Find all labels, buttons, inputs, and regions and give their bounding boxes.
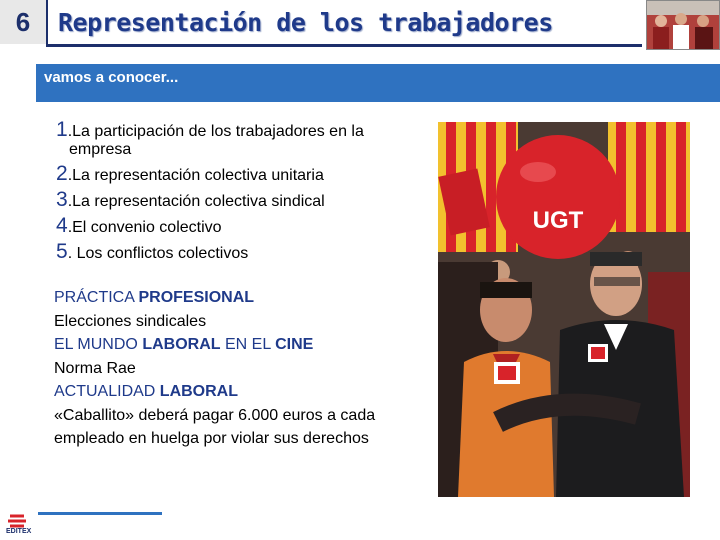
resources-section (54, 286, 434, 451)
cine-p2: EN EL (220, 336, 276, 353)
cine-s2: CINE (275, 336, 314, 353)
page-title: Representación de los trabajadores (58, 8, 553, 37)
practica-prefix: PRÁCTICA (54, 289, 139, 306)
actualidad-item: «Caballito» deberá pagar 6.000 euros a cada empleado en huelga por violar sus derechos (54, 406, 376, 447)
balloon-text: UGT (532, 207, 584, 234)
practica-strong: PROFESIONAL (138, 289, 255, 306)
topic-item (56, 164, 364, 186)
chapter-number: 6 (0, 0, 48, 44)
intro-banner (36, 64, 720, 102)
topic-item (56, 190, 364, 212)
footer-divider (38, 512, 162, 515)
topic-item (56, 120, 364, 160)
actualidad-strong: LABORAL (159, 383, 239, 400)
topics-list (56, 120, 364, 268)
topic-text: . Los conflictos colectivos (67, 245, 249, 262)
topic-number: 4 (56, 214, 68, 237)
topic-number: 2 (56, 162, 68, 185)
actualidad-prefix: ACTUALIDAD (54, 383, 160, 400)
topic-text: .La participación de los trabajadores en la (67, 123, 364, 140)
cine-p1: EL MUNDO (54, 336, 143, 353)
topic-text: .La representación colectiva unitaria (67, 167, 324, 184)
title-divider (46, 44, 642, 47)
cine-s1: LABORAL (142, 336, 221, 353)
practica-item: Elecciones sindicales (54, 312, 207, 330)
publisher-logo-text: EDITEX (6, 528, 32, 535)
topic-number: 3 (56, 188, 68, 211)
topic-text-continuation: empresa (69, 141, 132, 158)
practica-profesional-link[interactable] (54, 286, 434, 310)
mundo-laboral-cine-link[interactable] (54, 333, 434, 357)
topic-number: 5 (56, 240, 68, 263)
topic-number: 1 (56, 118, 68, 141)
actualidad-laboral-link[interactable] (54, 380, 434, 404)
topic-text: .La representación colectiva sindical (67, 193, 325, 210)
header-thumbnail-photo (646, 0, 720, 50)
topic-item (56, 216, 364, 238)
demonstration-photo (438, 122, 690, 497)
cine-item: Norma Rae (54, 359, 136, 377)
topic-item (56, 242, 364, 264)
banner-text: vamos a conocer... (44, 69, 179, 86)
topic-text: .El convenio colectivo (67, 219, 222, 236)
